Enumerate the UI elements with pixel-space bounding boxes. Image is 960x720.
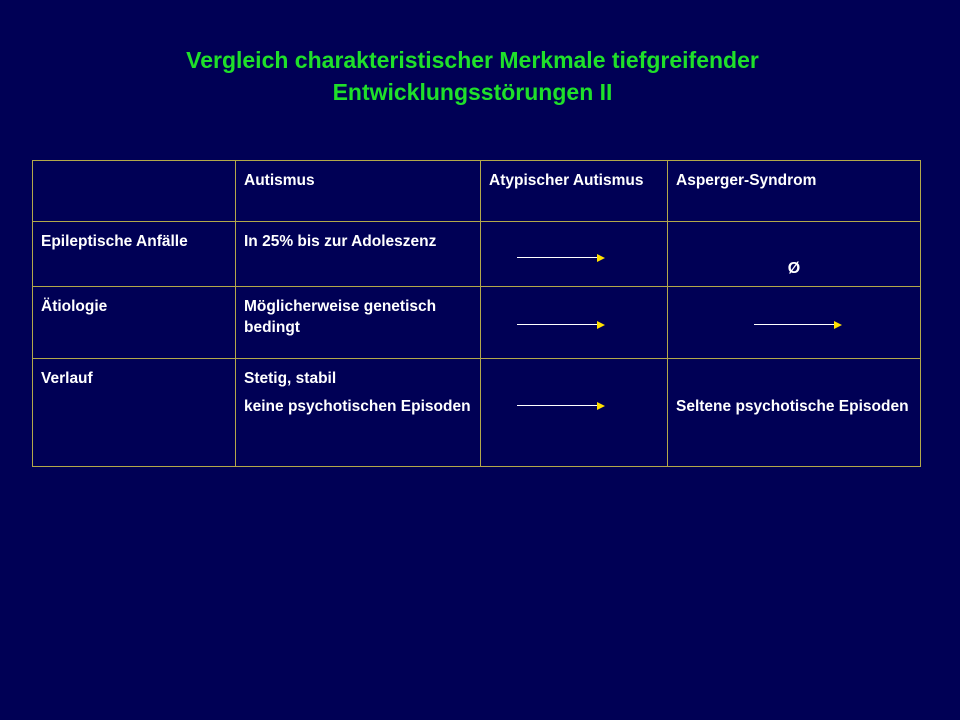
header-cell-atypischer-autismus: Atypischer Autismus xyxy=(481,161,668,222)
comparison-table xyxy=(32,160,921,467)
cell-autismus-anfaelle: In 25% bis zur Adoleszenz xyxy=(236,222,481,287)
right-arrow-icon xyxy=(517,254,605,262)
cell-asperger-aetiologie xyxy=(668,287,921,359)
empty-set-symbol: Ø xyxy=(787,260,801,277)
verlauf-line-2: keine psychotischen Episoden xyxy=(244,398,471,415)
slide-title-line-1: Vergleich charakteristischer Merkmale tiefgreifender xyxy=(186,47,759,73)
slide-title-line-2: Entwicklungsstörungen II xyxy=(332,79,613,105)
verlauf-line-1: Stetig, stabil xyxy=(244,370,337,387)
verlauf-asperger-text: Seltene psychotische Episoden xyxy=(676,398,909,415)
slide-title xyxy=(80,44,865,108)
table-row xyxy=(33,287,921,359)
cell-atypisch-anfaelle xyxy=(481,222,668,287)
header-cell-empty xyxy=(33,161,236,222)
row-label-verlauf: Verlauf xyxy=(33,359,236,467)
header-cell-autismus: Autismus xyxy=(236,161,481,222)
row-label-aetiologie: Ätiologie xyxy=(33,287,236,359)
table-header-row xyxy=(33,161,921,222)
right-arrow-icon xyxy=(754,321,842,329)
cell-asperger-anfaelle xyxy=(668,222,921,287)
right-arrow-icon xyxy=(517,402,605,410)
cell-atypisch-aetiologie xyxy=(481,287,668,359)
table-row xyxy=(33,359,921,467)
cell-autismus-aetiologie: Möglicherweise genetisch bedingt xyxy=(236,287,481,359)
header-cell-asperger-syndrom: Asperger-Syndrom xyxy=(668,161,921,222)
table-row xyxy=(33,222,921,287)
row-label-epileptische-anfaelle: Epileptische Anfälle xyxy=(33,222,236,287)
cell-autismus-verlauf xyxy=(236,359,481,467)
cell-atypisch-verlauf xyxy=(481,359,668,467)
right-arrow-icon xyxy=(517,321,605,329)
cell-asperger-verlauf xyxy=(668,359,921,467)
